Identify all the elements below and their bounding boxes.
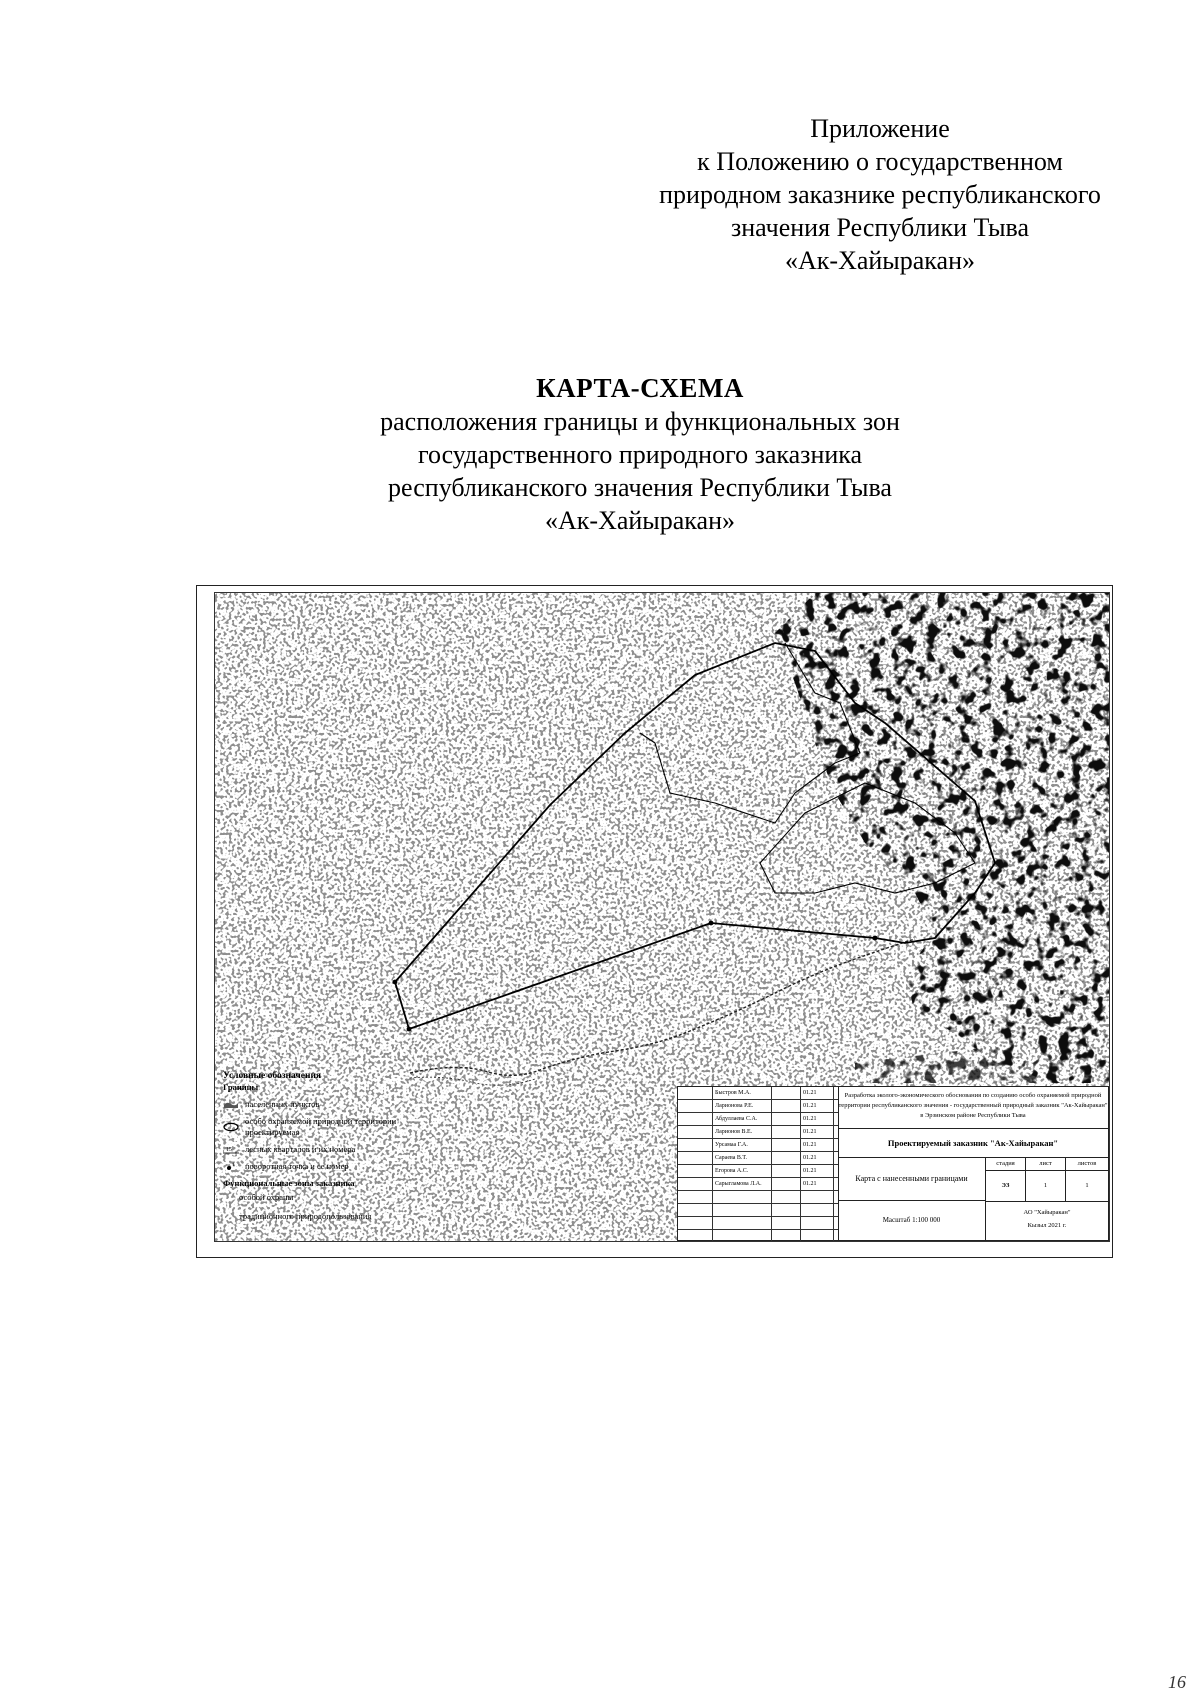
signer-name: Быстров М.А.: [713, 1087, 772, 1099]
signature-row: [678, 1139, 838, 1152]
map-frame: [196, 585, 1113, 1258]
document-heading: КАРТА-СХЕМА: [536, 373, 744, 403]
title-block: [330, 372, 950, 537]
map-image: [214, 592, 1110, 1242]
legend-zone-label: традиционного природопользования: [239, 1211, 372, 1221]
signer-name: Сараева В.Т.: [713, 1152, 772, 1164]
title-line: республиканского значения Республики Тыва: [388, 473, 892, 502]
svg-text:15: 15: [226, 1146, 232, 1153]
legend-item-label: населенных пунктов: [245, 1099, 320, 1109]
appendix-block: [600, 112, 1160, 277]
signature-date: 01.21: [801, 1100, 834, 1112]
settlement-symbol-icon: [223, 1100, 239, 1110]
signature-date: 01.21: [801, 1113, 834, 1125]
legend-item: [223, 1144, 423, 1155]
turning-point: [873, 936, 878, 941]
signature-date: 01.21: [801, 1178, 834, 1190]
signature-row: [678, 1087, 838, 1100]
protected-area-symbol-icon: [223, 1122, 239, 1132]
signature-date: 01.21: [801, 1087, 834, 1099]
legend-zone-item: [239, 1192, 423, 1203]
sheets-value: 1: [1085, 1182, 1089, 1189]
signer-name: Абдуллаева С.А.: [713, 1113, 772, 1125]
appendix-line: к Положению о государственном: [697, 147, 1063, 176]
signature-row: [678, 1126, 838, 1139]
signature-row: [678, 1217, 838, 1230]
legend-item: [223, 1116, 423, 1138]
signature-row: [678, 1165, 838, 1178]
signer-name: Урсамаа Г.А.: [713, 1139, 772, 1151]
appendix-line: значения Республики Тыва: [730, 213, 1030, 242]
legend-item: [223, 1099, 423, 1110]
signer-name: Ларионова Р.Е.: [713, 1100, 772, 1112]
organization-block: [986, 1201, 1108, 1240]
legend-zones-title: Функциональные зоны заказника: [223, 1178, 355, 1188]
signature-grid: [678, 1087, 839, 1240]
stage-label: стадия: [986, 1157, 1026, 1171]
signature-date: 01.21: [801, 1165, 834, 1177]
legend-boundaries-label: Границы: [223, 1082, 259, 1092]
title-line: «Ак-Хайыракан»: [545, 506, 735, 535]
legend-item: [223, 1161, 423, 1172]
map-scale: Масштаб 1:100 000: [838, 1201, 986, 1240]
stage-sheet-block: [986, 1157, 1108, 1202]
appendix-line: «Ак-Хайыракан»: [785, 246, 975, 275]
stage-value: ЭЗ: [986, 1171, 1026, 1201]
signer-name: Ларионов В.Е.: [713, 1126, 772, 1138]
signature-row: [678, 1191, 838, 1204]
legend-item-label: лесных кварталов и их номера: [245, 1144, 356, 1154]
turning-point: [709, 921, 714, 926]
work-description: Разработка эколого-экономического обоснования по созданию особо охраняемой природной территории республиканского значения - государственный природный заказник "Ак-Хайыракан" в Эрзинском районе Республики Тыва: [838, 1087, 1108, 1129]
sheet-value: 1: [1026, 1171, 1066, 1201]
title-line: государственного природного заказника: [417, 440, 863, 469]
appendix-line: природном заказнике республиканского: [659, 180, 1101, 209]
forest-quarter-symbol-icon: [223, 1145, 239, 1155]
signature-date: 01.21: [801, 1139, 834, 1151]
legend: [223, 1071, 423, 1225]
signature-row: [678, 1230, 838, 1242]
legend-item-label: особо охраняемой природной территории проектируемая: [245, 1116, 397, 1137]
sheet-label: лист: [1026, 1157, 1066, 1171]
organization-year: Кызыл 2021 г.: [1027, 1222, 1067, 1229]
signature-row: [678, 1152, 838, 1165]
signature-row: [678, 1204, 838, 1217]
project-name: Проектируемый заказник "Ак-Хайыракан": [838, 1129, 1108, 1158]
turning-point: [393, 980, 398, 985]
legend-item-label: поворотная точка и ее номер: [245, 1161, 349, 1171]
signature-row: [678, 1100, 838, 1113]
signature-date: 01.21: [801, 1126, 834, 1138]
signer-name: Егорова А.С.: [713, 1165, 772, 1177]
legend-zone-label: особой охраны: [239, 1192, 294, 1202]
page-number: 16: [1168, 1672, 1186, 1692]
title-line: расположения границы и функциональных зон: [380, 407, 900, 436]
title-stamp: [677, 1086, 1109, 1241]
map-name: Карта с нанесенными границами: [838, 1157, 986, 1201]
legend-title: Условные обозначения: [223, 1071, 322, 1081]
svg-text:1: 1: [232, 1162, 235, 1168]
signature-row: [678, 1113, 838, 1126]
signature-row: [678, 1178, 838, 1191]
sheets-label: листов: [1066, 1157, 1108, 1171]
signature-date: 01.21: [801, 1152, 834, 1164]
appendix-line: Приложение: [810, 114, 950, 143]
turning-point: [407, 1027, 412, 1032]
turning-point-symbol-icon: [223, 1162, 239, 1172]
organization-name: АО "Хайыракан": [1023, 1209, 1071, 1216]
stamp-info: [838, 1087, 1108, 1240]
legend-zone-item: [239, 1211, 423, 1222]
signer-name: Сарыгламова Л.А.: [713, 1178, 772, 1190]
